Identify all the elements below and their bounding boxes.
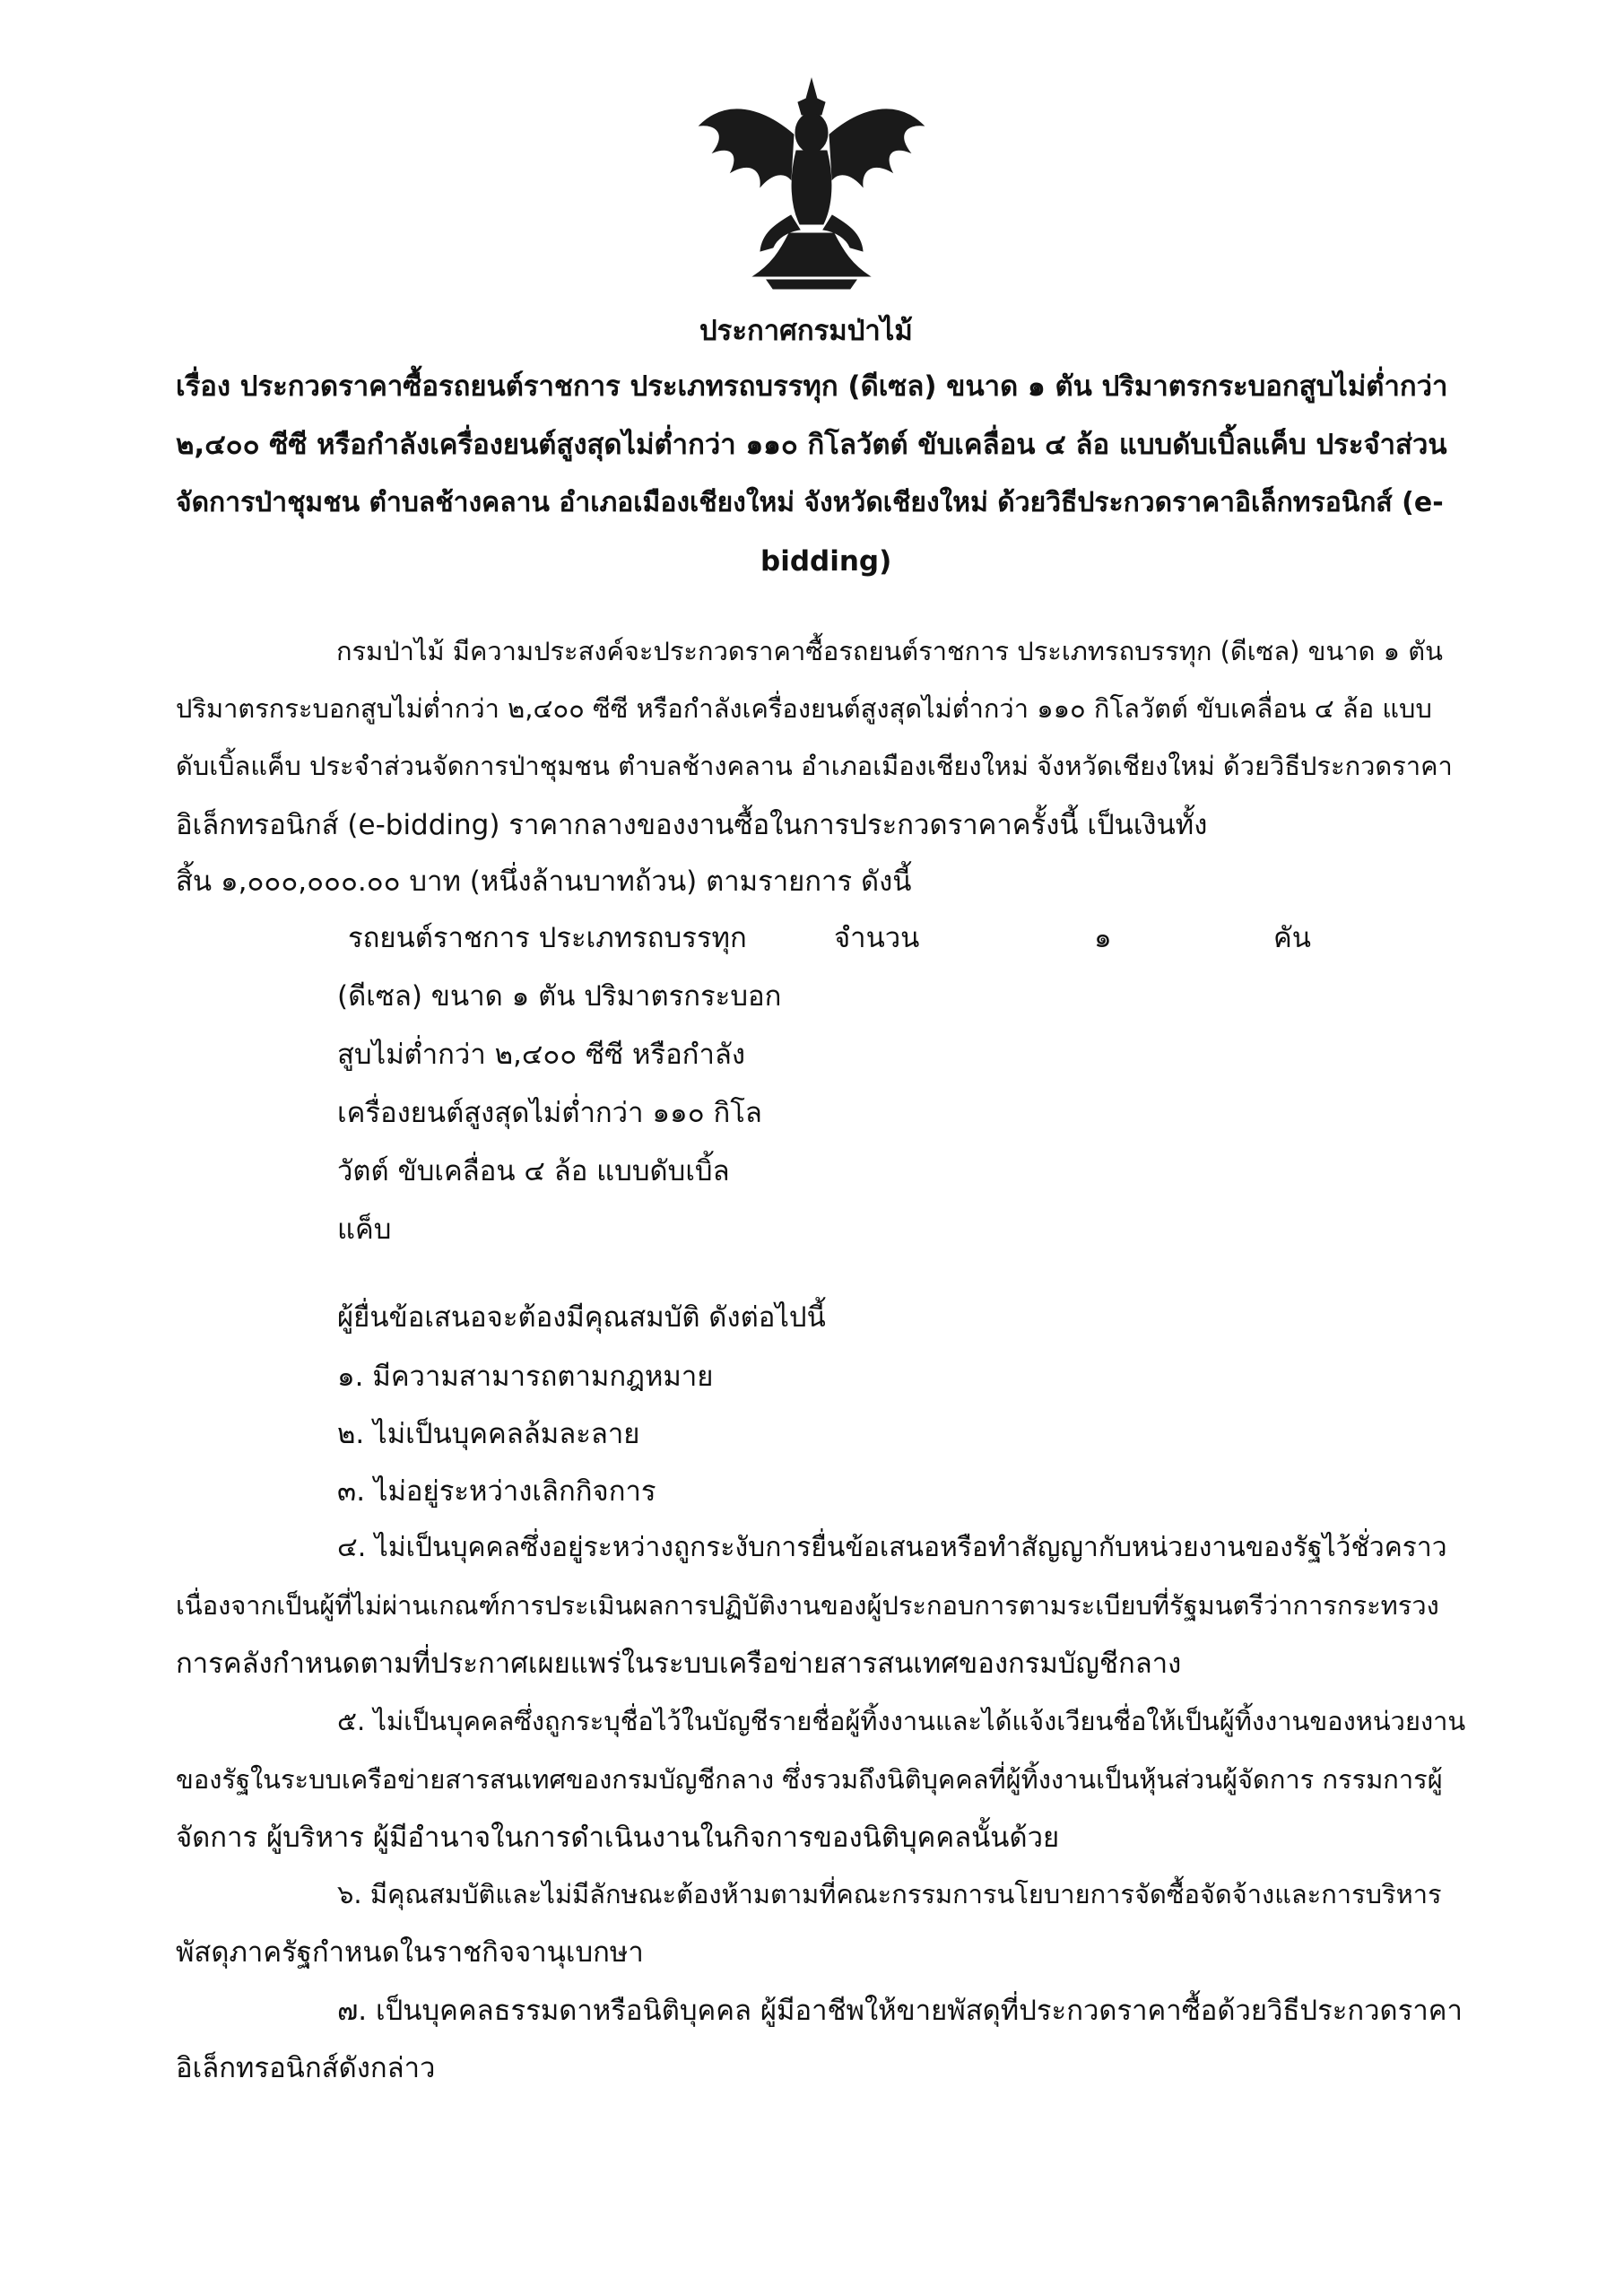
qualification-line-11: พัสดุภาครัฐกำหนดในราชกิจจานุเบกษา [176,1936,644,1969]
qualification-line-3: ๓. ไม่อยู่ระหว่างเลิกกิจการ [337,1475,656,1508]
subject-line-3: จัดการป่าชุมชน ตำบลช้างคลาน อำเภอเมืองเชียงใหม่ จังหวัดเชียงใหม่ ด้วยวิธีประกวดราคาอิเล็กทรอนิกส์ (e- [176,487,1444,518]
subject-line-4: bidding) [760,545,892,578]
qualification-line-10: ๖. มีคุณสมบัติและไม่มีลักษณะต้องห้ามตามที่คณะกรรมการนโยบายการจัดซื้อจัดจ้างและการบริหาร [337,1879,1442,1909]
garuda-emblem-icon [690,72,933,296]
item-quantity: ๑ [1094,922,1112,954]
item-description-line-4: เครื่องยนต์สูงสุดไม่ต่ำกว่า ๑๑๐ กิโล [337,1097,762,1129]
qualifications-heading: ผู้ยื่นข้อเสนอจะต้องมีคุณสมบัติ ดังต่อไปนี้ [337,1301,826,1334]
item-description-line-3: สูบไม่ต่ำกว่า ๒,๔๐๐ ซีซี หรือกำลัง [337,1039,745,1071]
qualification-line-4: ๔. ไม่เป็นบุคคลซึ่งอยู่ระหว่างถูกระงับการยื่นข้อเสนอหรือทำสัญญากับหน่วยงานของรัฐไว้ชั่วคราว [337,1532,1447,1563]
intro-line-1: กรมป่าไม้ มีความประสงค์จะประกวดราคาซื้อรถยนต์ราชการ ประเภทรถบรรทุก (ดีเซล) ขนาด ๑ ตัน [336,636,1443,666]
qualification-line-13: อิเล็กทรอนิกส์ดังกล่าว [176,2052,436,2084]
qualification-line-8: ของรัฐในระบบเครือข่ายสารสนเทศของกรมบัญชีกลาง ซึ่งรวมถึงนิติบุคคลที่ผู้ทิ้งงานเป็นหุ้นส่วนผู้จัดการ กรรมการผู้ [176,1764,1443,1795]
intro-line-5: สิ้น ๑,๐๐๐,๐๐๐.๐๐ บาท (หนึ่งล้านบาทถ้วน) ตามรายการ ดังนี้ [176,865,912,898]
item-quantity-label: จำนวน [834,922,920,954]
document-header: ประกาศกรมป่าไม้ [699,315,913,347]
qualification-line-5: เนื่องจากเป็นผู้ที่ไม่ผ่านเกณฑ์การประเมินผลการปฏิบัติงานของผู้ประกอบการตามระเบียบที่รัฐมนตรีว่าการกระทรวง [176,1590,1439,1621]
qualification-line-9: จัดการ ผู้บริหาร ผู้มีอำนาจในการดำเนินงานในกิจการของนิติบุคคลนั้นด้วย [176,1822,1060,1854]
subject-line-2: ๒,๔๐๐ ซีซี หรือกำลังเครื่องยนต์สูงสุดไม่ต่ำกว่า ๑๑๐ กิโลวัตต์ ขับเคลื่อน ๔ ล้อ แบบดับเบิ้ลแค็บ ประจำส่วน [176,429,1447,461]
qualification-line-6: การคลังกำหนดตามที่ประกาศเผยแพร่ในระบบเครือข่ายสารสนเทศของกรมบัญชีกลาง [176,1648,1182,1680]
intro-line-2: ปริมาตรกระบอกสูบไม่ต่ำกว่า ๒,๔๐๐ ซีซี หรือกำลังเครื่องยนต์สูงสุดไม่ต่ำกว่า ๑๑๐ กิโลวัตต์ ขับเคลื่อน ๔ ล้อ แบบ [176,693,1432,724]
item-unit: คัน [1273,922,1311,954]
intro-line-3: ดับเบิ้ลแค็บ ประจำส่วนจัดการป่าชุมชน ตำบลช้างคลาน อำเภอเมืองเชียงใหม่ จังหวัดเชียงใหม่ ด้วยวิธีประกวดราคา [176,751,1453,781]
qualification-line-7: ๕. ไม่เป็นบุคคลซึ่งถูกระบุชื่อไว้ในบัญชีรายชื่อผู้ทิ้งงานและได้แจ้งเวียนชื่อให้เป็นผู้ทิ้งงานของหน่วยงาน [337,1706,1466,1736]
qualification-line-2: ๒. ไม่เป็นบุคคลล้มละลาย [337,1418,640,1450]
qualification-line-12: ๗. เป็นบุคคลธรรมดาหรือนิติบุคคล ผู้มีอาชีพให้ขายพัสดุที่ประกวดราคาซื้อด้วยวิธีประกวดราคา [337,1995,1463,2027]
item-description-line-1: รถยนต์ราชการ ประเภทรถบรรทุก [348,922,747,954]
item-description-line-5: วัตต์ ขับเคลื่อน ๔ ล้อ แบบดับเบิ้ล [337,1155,730,1187]
qualification-line-1: ๑. มีความสามารถตามกฎหมาย [337,1361,714,1393]
item-description-line-2: (ดีเซล) ขนาด ๑ ตัน ปริมาตรกระบอก [337,980,782,1013]
item-description-line-6: แค็บ [337,1213,392,1246]
intro-line-4: อิเล็กทรอนิกส์ (e-bidding) ราคากลางของงานซื้อในการประกวดราคาครั้งนี้ เป็นเงินทั้ง [176,809,1208,841]
subject-line-1: เรื่อง ประกวดราคาซื้อรถยนต์ราชการ ประเภทรถบรรทุก (ดีเซล) ขนาด ๑ ตัน ปริมาตรกระบอกสูบไม่ต่ำกว่า [176,370,1448,403]
